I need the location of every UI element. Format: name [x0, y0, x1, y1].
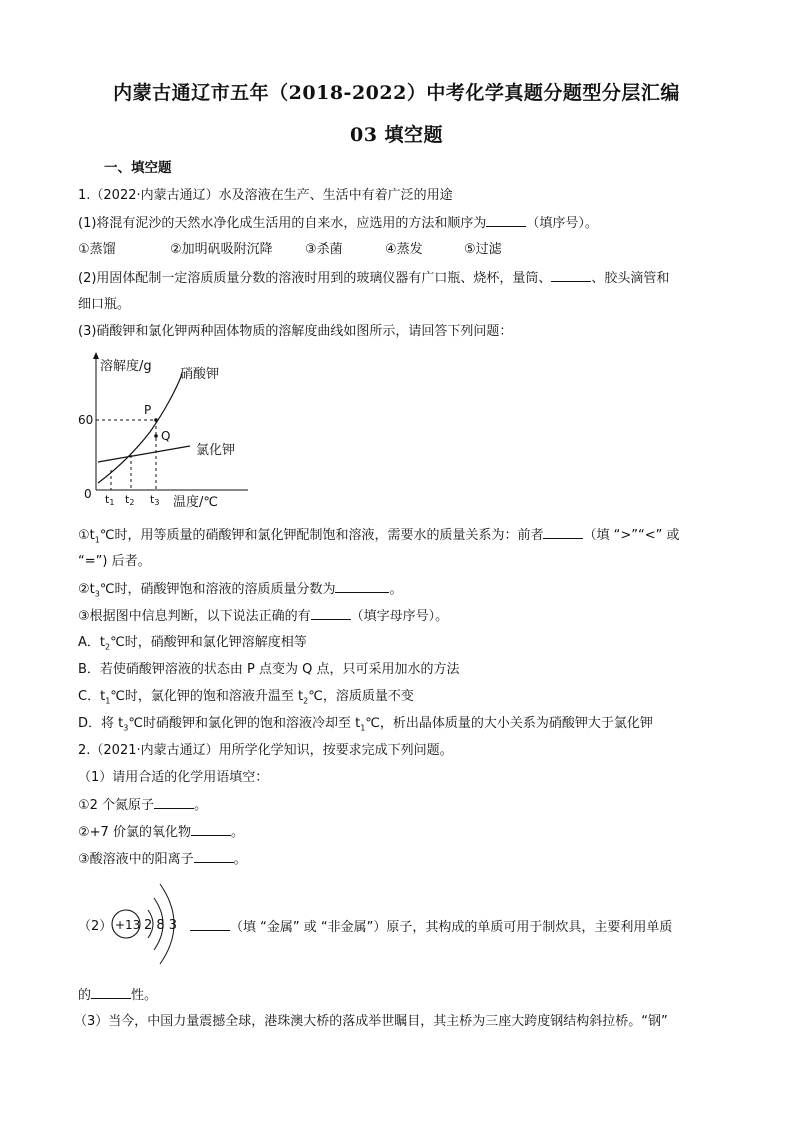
q1-option-b: B．若使硝酸钾溶液的状态由 P 点变为 Q 点，只可采用加水的方法	[78, 662, 460, 677]
curve-label-kno3: 硝酸钾	[180, 367, 220, 382]
solubility-chart	[78, 350, 258, 515]
q1-part3: (3)硝酸钾和氯化钾两种固体物质的溶解度曲线如图所示，请回答下列问题：	[78, 324, 513, 339]
curve-potassium-chloride	[98, 446, 190, 462]
x-tick-t1: t1	[105, 493, 115, 507]
q1-part2: (2)用固体配制一定溶质质量分数的溶液时用到的玻璃仪器有广口瓶、烧杯，量筒、 、胶头滴管和	[78, 271, 670, 286]
answer-blank[interactable]	[551, 269, 591, 282]
q1-sub3: ③根据图中信息判断，以下说法正确的有 （填字母序号）。	[78, 609, 449, 624]
doc-subtitle: 03 填空题	[349, 124, 444, 146]
q2-item3: ③酸溶液中的阳离子 。	[78, 852, 247, 867]
answer-blank[interactable]	[91, 986, 131, 999]
option-1: ①蒸馏	[78, 242, 116, 257]
x-axis-label: 温度/℃	[173, 495, 218, 510]
y-axis-label: 溶解度/g	[100, 359, 152, 374]
point-p-label: P	[144, 403, 152, 417]
q1-sub1: $①t_1℃$时，用等质量的硝酸钾和氯化钾配制饱和溶液，需要水的质量关系为：前者 （填 “>”“<” 或	[78, 528, 680, 545]
y-tick-60: 60	[78, 413, 94, 427]
answer-blank[interactable]	[486, 214, 526, 227]
curve-label-kcl: 氯化钾	[196, 443, 236, 458]
q2-part1: （1）请用合适的化学用语填空：	[78, 770, 269, 785]
q1-part1: (1)将混有泥沙的天然水净化成生活用的自来水，应选用的方法和顺序为 （填序号）。	[78, 216, 598, 231]
option-4: ④蒸发	[385, 242, 423, 257]
answer-blank[interactable]	[543, 526, 583, 539]
q1-option-d: D．将 $t_3℃$时硝酸钾和氯化钾的饱和溶液冷却至 $t_1℃$，析出晶体质量的大小关系为硝酸钾大于氯化钾	[78, 716, 653, 733]
section-heading: 一、填空题	[104, 160, 172, 176]
y-axis-arrow	[93, 352, 99, 359]
answer-blank[interactable]	[335, 580, 389, 593]
answer-blank[interactable]	[190, 918, 230, 931]
doc-title: 内蒙古通辽市五年（2018-2022）中考化学真题分题型分层汇编	[113, 82, 680, 104]
electron-shells: 2 8 3	[144, 918, 178, 933]
nucleus-charge: +13	[115, 918, 141, 932]
point-q-dot	[154, 434, 158, 438]
q1-option-c: C．$t_1℃$时，氯化钾的饱和溶液升温至 $t_2℃$，溶质质量不变	[78, 689, 414, 706]
q1-sub2: $②t_3℃$时，硝酸钾饱和溶液的溶质质量分数为 。	[78, 582, 403, 599]
q1-sub1-cont: “=”) 后者。	[78, 554, 151, 569]
answer-blank[interactable]	[154, 796, 194, 809]
q1-stem: 1.（2022·内蒙古通辽）水及溶液在生产、生活中有着广泛的用途	[78, 188, 453, 203]
q2-part2-cont: 的 性。	[78, 988, 158, 1003]
option-5: ⑤过滤	[464, 242, 502, 257]
q1-option-a: A．$t_2℃$时，硝酸钾和氯化钾溶解度相等	[78, 635, 307, 652]
answer-blank[interactable]	[311, 607, 351, 620]
q2-part2-num: （2）	[78, 919, 113, 934]
q2-stem: 2.（2021·内蒙古通辽）用所学化学知识，按要求完成下列问题。	[78, 743, 453, 758]
q1-part2-cont: 细口瓶。	[78, 297, 131, 312]
option-2: ②加明矾吸附沉降	[170, 242, 273, 257]
point-q-label: Q	[161, 429, 171, 443]
q2-item2: ②+7 价氯的氧化物 。	[78, 825, 244, 840]
q2-part2: （填 “金属” 或 “非金属”）原子，其构成的单质可用于制炊具，主要利用单质	[190, 918, 672, 936]
x-tick-t3: t3	[150, 493, 160, 507]
x-tick-t2: t2	[125, 493, 135, 507]
answer-blank[interactable]	[191, 823, 231, 836]
origin-label: 0	[84, 487, 92, 501]
atom-structure-diagram	[108, 874, 190, 974]
q1-options	[78, 241, 502, 258]
q2-part3: （3）当今，中国力量震撼全球，港珠澳大桥的落成举世瞩目，其主桥为三座大跨度钢结构斜拉桥。“钢”	[74, 1014, 668, 1029]
q2-item1: ①2 个氮原子 。	[78, 798, 208, 813]
option-3: ③杀菌	[305, 242, 343, 257]
point-p-dot	[154, 418, 158, 422]
answer-blank[interactable]	[194, 850, 234, 863]
